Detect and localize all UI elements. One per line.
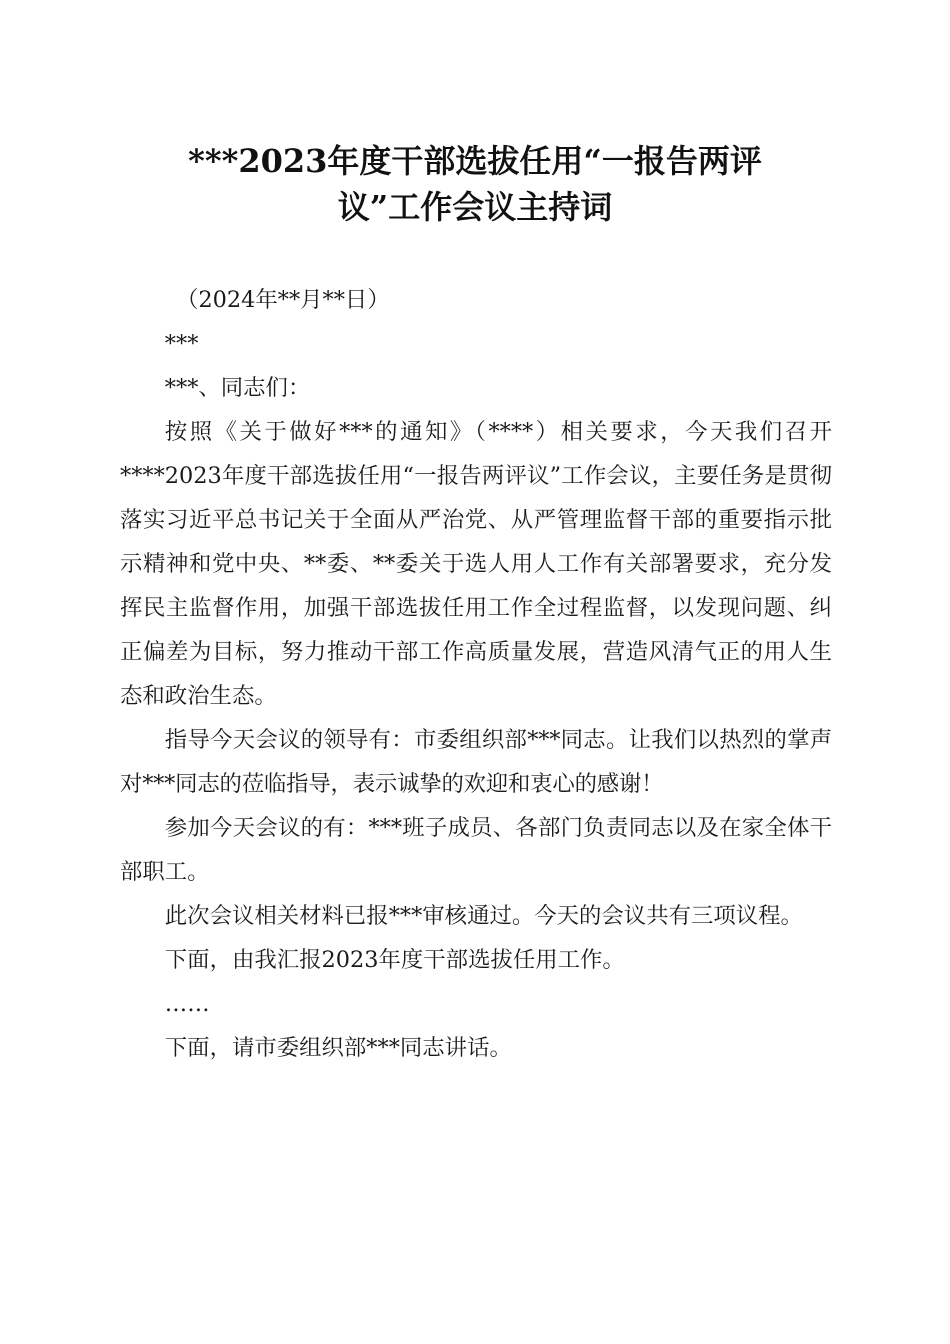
- paragraph-speech: 下面，请市委组织部***同志讲话。: [164, 1035, 512, 1061]
- title-line-1: ***2023年度干部选拔任用“一报告两评: [188, 142, 762, 180]
- speaker-line: ***: [164, 331, 199, 357]
- paragraph-materials: 此次会议相关材料已报***审核通过。今天的会议共有三项议程。: [164, 903, 803, 929]
- paragraph-attendees: 参加今天会议的有：***班子成员、各部门负责同志以及在家全体干部职工。: [120, 815, 832, 885]
- title-line-2: 议”工作会议主持词: [337, 188, 613, 226]
- meeting-date: （2024年**月**日）: [176, 287, 390, 313]
- paragraph-guiding-leaders: 指导今天会议的领导有：市委组织部***同志。让我们以热烈的掌声对***同志的莅临指导，表示诚挚的欢迎和衷心的感谢！: [120, 727, 832, 797]
- document-body: [120, 278, 832, 1070]
- salutation: ***、同志们：: [164, 375, 311, 401]
- paragraph-purpose: 按照《关于做好***的通知》（****）相关要求，今天我们召开****2023年度干部选拔任用“一报告两评议”工作会议，主要任务是贯彻落实习近平总书记关于全面从严治党、从严管理监督干部的重要指示批示精神和党中央、**委、**委关于选人用人工作有关部署要求，充分发挥民主监督作用，加强干部选拔任用工作全过程监督，以发现问题、纠正偏差为目标，努力推动干部工作高质量发展，营造风清气正的用人生态和政治生态。: [120, 419, 832, 709]
- document-title: [120, 138, 830, 230]
- paragraph-ellipsis: ……: [164, 991, 210, 1017]
- paragraph-report: 下面，由我汇报2023年度干部选拔任用工作。: [164, 947, 625, 973]
